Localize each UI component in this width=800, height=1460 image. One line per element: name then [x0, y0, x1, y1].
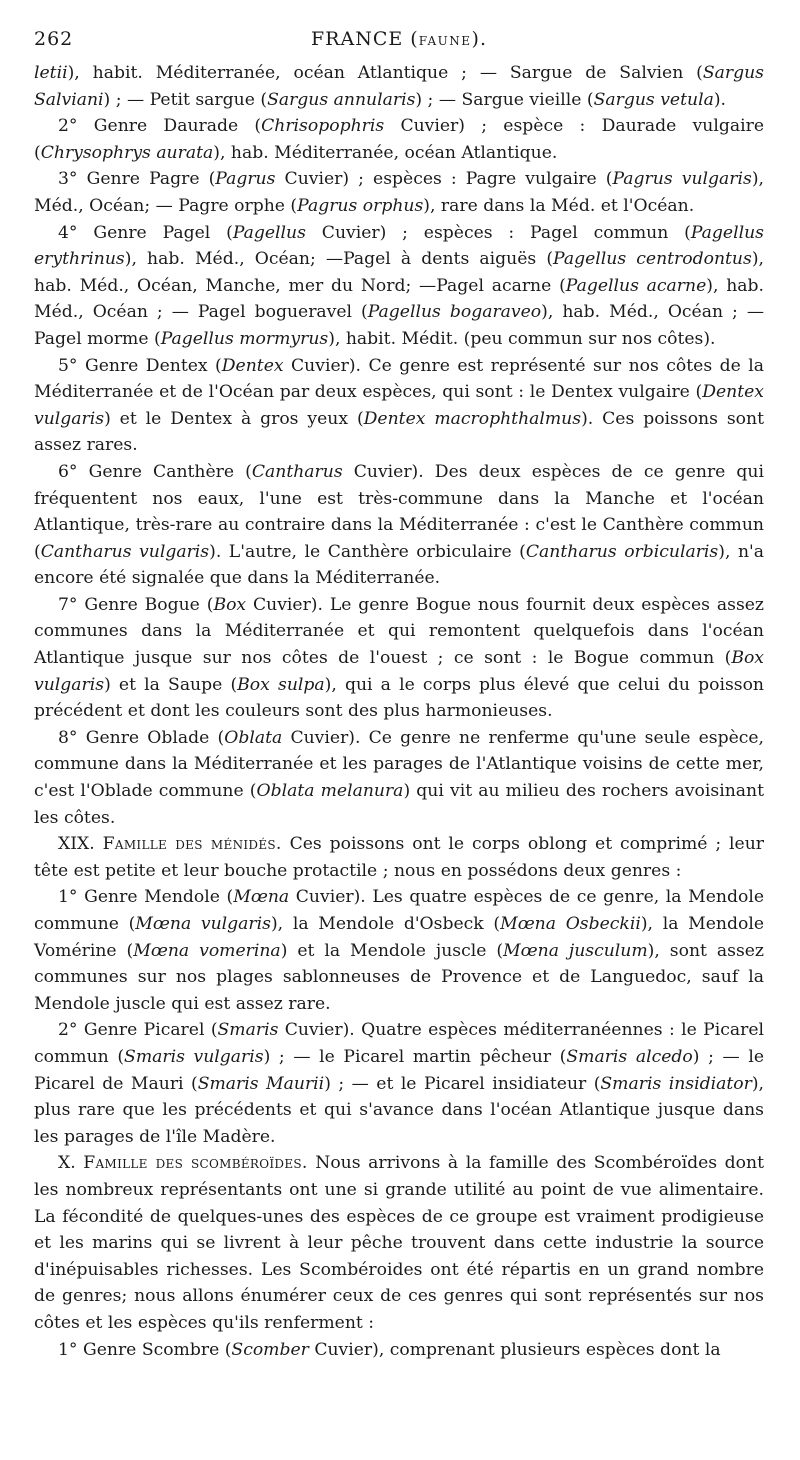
- species-name: Smaris Maurii: [197, 1073, 325, 1094]
- text-run: ), la Mendole d'Osbeck (: [270, 914, 501, 934]
- text-run: 2° Genre Daurade (: [58, 116, 262, 137]
- text-run: ), hab. Méditerranée, océan Atlantique.: [213, 142, 558, 163]
- species-name: Cantharus orbicularis: [525, 541, 719, 562]
- text-run: Cuvier), comprenant plusieurs espèces dont la: [308, 1339, 721, 1360]
- text-run: ) ; — le Picarel martin pêcheur (: [263, 1046, 567, 1067]
- paragraph: [34, 113, 764, 166]
- species-name: letii: [34, 63, 68, 83]
- text-run: ) ; — le Picarel de Mauri (: [34, 1046, 764, 1094]
- text-run: Cuvier) ; espèce : Daurade vulgaire (: [34, 116, 764, 163]
- text-run: Cuvier) ; espèces : Pagel commun (: [305, 222, 691, 243]
- text-run: 3° Genre Pagre (: [58, 169, 216, 190]
- species-name: Smaris: [217, 1020, 279, 1041]
- species-name: Chrysophrys aurata: [40, 142, 214, 163]
- text-run: ), qui a le corps plus élevé que celui du poisson précédent et dont les couleurs sont des plus harmonieuses.: [34, 674, 764, 722]
- paragraph: [34, 592, 764, 725]
- document-page: [34, 28, 764, 1363]
- text-run: ), habit. Méditerranée, océan Atlantique ; — Sargue de Salvien (: [67, 63, 703, 83]
- text-run: ).: [713, 89, 726, 110]
- species-name: Pagrus orphus: [297, 195, 424, 216]
- text-run: Cuvier) ; espèces : Pagre vulgaire (: [275, 169, 613, 190]
- species-name: Mœna: [233, 887, 290, 908]
- species-name: Oblata: [224, 727, 283, 748]
- text-run: ), hab. Méd., Océan, Manche, mer du Nord; —Pagel acarne (: [34, 249, 764, 296]
- species-name: Mœna Osbeckii: [500, 914, 641, 934]
- text-run: ) qui vit au milieu des rochers avoisinant les côtes.: [34, 781, 764, 828]
- species-name: Sargus Salviani: [34, 63, 764, 110]
- text-run: ), rare dans la Méd. et l'Océan.: [423, 195, 695, 216]
- body-text: [34, 60, 764, 1363]
- text-run: ) ; — et le Picarel insidiateur (: [324, 1073, 601, 1094]
- text-run: 2° Genre Picarel (: [58, 1020, 218, 1041]
- species-name: Box: [213, 594, 247, 615]
- paragraph: [34, 884, 764, 1017]
- species-name: Dentex: [221, 355, 284, 376]
- species-name: Sargus annularis: [267, 89, 416, 110]
- text-run: Cuvier). Des deux espèces de ce genre qui fréquentent nos eaux, l'une est très-commune dans la Manche et l'océan Atlantique, très-rare au contraire dans la Méditerranée : c'est le Canthère commun (: [34, 461, 764, 562]
- paragraph: [34, 60, 764, 113]
- text-run: X.: [58, 1153, 84, 1174]
- paragraph: [34, 1150, 764, 1336]
- species-name: Pagellus acarne: [565, 275, 707, 296]
- running-title-main: FRANCE (: [311, 28, 419, 50]
- family-heading: Famille des ménidés.: [102, 834, 282, 855]
- species-name: Mœna vulgaris: [135, 914, 271, 934]
- species-name: Dentex vulgaris: [34, 382, 764, 429]
- text-run: ) et la Saupe (: [104, 674, 238, 695]
- text-run: 1° Genre Scombre (: [58, 1339, 232, 1360]
- text-run: 5° Genre Dentex (: [58, 355, 222, 376]
- species-name: Smaris alcedo: [566, 1046, 693, 1067]
- species-name: Pagrus: [215, 169, 276, 190]
- text-run: Ces poissons ont le corps oblong et comprimé ; leur tête est petite et leur bouche protactile ; nous en possédons deux genres :: [34, 834, 764, 881]
- text-run: 8° Genre Oblade (: [58, 727, 225, 748]
- paragraph: [34, 459, 764, 592]
- text-run: Nous arrivons à la famille des Scombéroïdes dont les nombreux représentants ont une si grande utilité au point de vue alimentaire. La fécondité de quelques-unes des espèces de ce groupe est vraiment prodigieuse et les marins qui se livrent à leur pêche trouvent dans cette industrie la source d'inépuisables richesses. Les Scombéroides ont été répartis en un grand nombre de genres; nous allons énumérer ceux de ces genres qui sont représentés sur nos côtes et les espèces qu'ils renferment :: [34, 1153, 764, 1333]
- species-name: Chrisopophris: [261, 116, 385, 137]
- species-name: Smaris insidiator: [600, 1073, 752, 1094]
- text-run: ). L'autre, le Canthère orbiculaire (: [209, 541, 526, 562]
- species-name: Pagellus centrodontus: [553, 249, 752, 270]
- paragraph: [34, 831, 764, 884]
- text-run: ), Méd., Océan; — Pagre orphe (: [34, 169, 764, 216]
- species-name: Pagellus: [232, 222, 306, 243]
- text-run: ), sont assez communes sur nos plages sablonneuses de Provence et de Languedoc, sauf la Mendole juscle qui est assez rare.: [34, 940, 764, 1014]
- text-run: 1° Genre Mendole (: [58, 887, 234, 908]
- species-name: Box sulpa: [237, 674, 325, 695]
- text-run: ). Ces poissons sont assez rares.: [34, 408, 764, 456]
- text-run: 4° Genre Pagel (: [58, 222, 233, 243]
- text-run: XIX.: [58, 834, 103, 855]
- page-header: [34, 28, 764, 60]
- species-name: Scomber: [231, 1339, 309, 1360]
- species-name: Sargus vetula: [593, 89, 714, 110]
- paragraph: [34, 220, 764, 353]
- text-run: Cuvier). Quatre espèces méditerranéennes : le Picarel commun (: [34, 1020, 764, 1067]
- running-title-small: FAUNE: [418, 34, 472, 48]
- text-run: Cuvier). Ce genre est représenté sur nos côtes de la Méditerranée et de l'Océan par deux espèces, qui sont : le Dentex vulgaire (: [34, 355, 764, 403]
- species-name: Pagellus erythrinus: [34, 222, 764, 270]
- text-run: Cuvier). Le genre Bogue nous fournit deux espèces assez communes dans la Méditerranée et qui remontent quelquefois dans l'océan Atlantique jusque sur nos côtes de l'ouest ; ce sont : le Bogue commun (: [34, 594, 764, 669]
- species-name: Dentex macrophthalmus: [363, 408, 582, 429]
- paragraph: [34, 1017, 764, 1150]
- species-name: Cantharus vulgaris: [40, 541, 210, 562]
- text-run: ), hab. Méd., Océan; —Pagel à dents aiguës (: [124, 249, 554, 270]
- species-name: Smaris vulgaris: [124, 1046, 264, 1067]
- running-title-end: ).: [471, 28, 487, 50]
- text-run: ), habit. Médit. (peu commun sur nos côtes).: [328, 328, 716, 349]
- text-run: ) ; — Sargue vieille (: [415, 89, 594, 110]
- text-run: Cuvier). Ce genre ne renferme qu'une seule espèce, commune dans la Méditerranée et les parages de l'Atlantique voisins de cette mer, c'est l'Oblade commune (: [34, 727, 765, 802]
- text-run: ) ; — Petit sargue (: [103, 89, 268, 110]
- paragraph: [34, 725, 764, 831]
- text-run: Cuvier). Les quatre espèces de ce genre, la Mendole commune (: [34, 887, 765, 934]
- text-run: ), plus rare que les précédents et qui s'avance dans l'océan Atlantique jusque dans les parages de l'île Madère.: [34, 1073, 764, 1147]
- text-run: ) et le Dentex à gros yeux (: [104, 408, 364, 429]
- paragraph: [34, 166, 764, 219]
- family-heading: Famille des scombéroïdes.: [83, 1153, 308, 1174]
- species-name: Box vulgaris: [34, 648, 764, 695]
- text-run: ) et la Mendole juscle (: [280, 940, 504, 961]
- species-name: Pagrus vulgaris: [612, 169, 752, 190]
- paragraph: [34, 353, 764, 459]
- species-name: Mœna jusculum: [503, 940, 648, 961]
- species-name: Oblata melanura: [256, 781, 404, 802]
- text-run: ), hab. Méd., Océan ; — Pagel morme (: [34, 302, 765, 349]
- species-name: Pagellus bogaraveo: [367, 302, 542, 323]
- paragraph: [34, 1337, 764, 1364]
- species-name: Cantharus: [251, 461, 343, 482]
- text-run: 7° Genre Bogue (: [58, 594, 214, 615]
- text-run: ), la Mendole Vomérine (: [34, 914, 764, 961]
- species-name: Mœna vomerina: [133, 940, 281, 961]
- species-name: Pagellus mormyrus: [160, 328, 329, 349]
- page-number: 262: [34, 28, 74, 50]
- text-run: ), hab. Méd., Océan ; — Pagel bogueravel (: [34, 275, 765, 323]
- running-title: [34, 28, 764, 50]
- text-run: 6° Genre Canthère (: [58, 461, 252, 482]
- text-run: ), n'a encore été signalée que dans la Méditerranée.: [34, 541, 764, 589]
